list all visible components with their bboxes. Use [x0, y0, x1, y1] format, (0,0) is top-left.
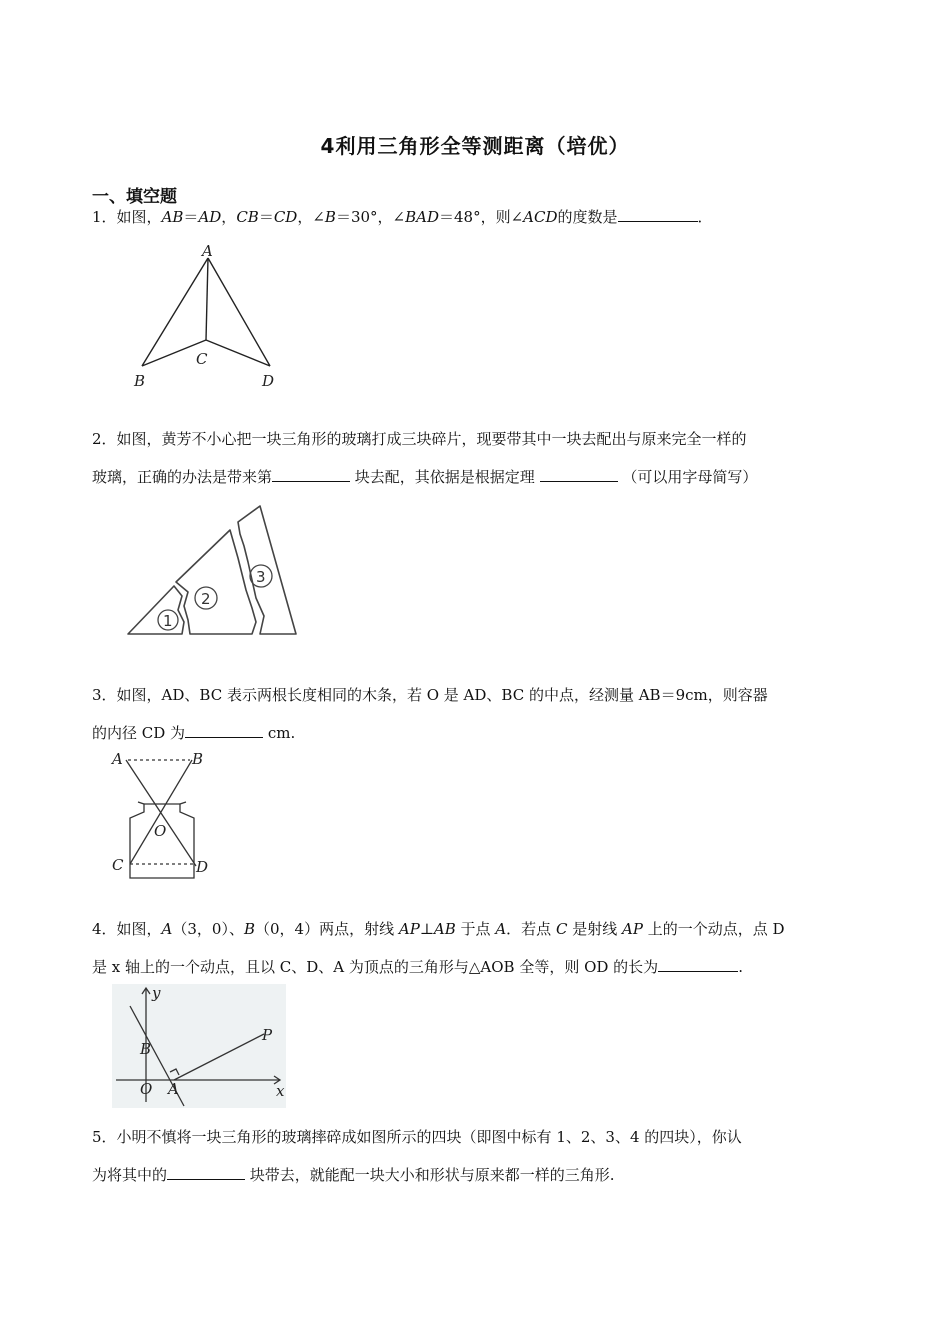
q1-cb: CB: [236, 208, 259, 226]
q3-label-o: O: [154, 822, 167, 840]
q5-l2a: 为将其中的: [92, 1166, 168, 1184]
q5-answer-blank[interactable]: [167, 1165, 245, 1180]
q3-l2a: 的内径 CD 为: [92, 724, 186, 742]
q4-label-y: y: [152, 984, 161, 1002]
q3-figure: [108, 748, 218, 888]
q2-piece-2-label: 2: [201, 590, 211, 608]
q4-label-p: P: [262, 1026, 273, 1044]
q1-eq1: ＝: [183, 208, 199, 226]
q1-eq2: ＝: [258, 208, 274, 226]
q2-theorem-blank[interactable]: [540, 467, 618, 482]
q4-l1d: 于点: [455, 920, 496, 938]
q2-piece-3-label: 3: [256, 568, 266, 586]
q4-perp: ⊥: [419, 920, 434, 938]
q1-ad: AD: [198, 208, 222, 226]
q1-cd: CD: [273, 208, 298, 226]
q1-sep2: ，∠: [297, 208, 325, 226]
q1-end: ．: [697, 208, 713, 226]
q1-val1: ＝30°，∠: [335, 208, 406, 226]
q1-sep1: ，: [221, 208, 237, 226]
q4-l2a: 是 x 轴上的一个动点，且以 C、D、A 为顶点的三角形与△AOB 全等，则 OD 的长为: [92, 958, 659, 976]
q4-ap2: AP: [621, 920, 643, 938]
q4-c: C: [555, 920, 568, 938]
section-heading: 一、填空题: [92, 187, 177, 207]
q5-line2: [92, 1164, 615, 1185]
q4-label-x: x: [276, 1082, 285, 1100]
q1-ab: AB: [161, 208, 184, 226]
q1-answer-blank[interactable]: [618, 207, 698, 222]
page-title: 4利用三角形全等测距离（培优）: [320, 134, 630, 158]
q2-l2c: （可以用字母简写）: [617, 468, 758, 486]
q4-ap: AP: [398, 920, 420, 938]
q1-figure: [130, 240, 290, 395]
q4-label-a: A: [168, 1080, 179, 1098]
q4-answer-blank[interactable]: [658, 957, 738, 972]
q4-label-b: B: [140, 1040, 152, 1058]
q4-line2: [92, 956, 743, 977]
q1-tail: 的度数是: [557, 208, 618, 226]
q4-a: A: [161, 920, 173, 938]
q1-label-a: A: [202, 242, 213, 260]
q3-label-d: D: [196, 858, 209, 876]
q2-piece-1-label: 1: [163, 612, 173, 630]
q1-t1: 如图，: [116, 208, 162, 226]
q1-val2: ＝48°，则∠: [439, 208, 524, 226]
q2-piece-blank[interactable]: [272, 467, 350, 482]
q4-label-o: O: [140, 1080, 153, 1098]
q4-line1: [92, 918, 785, 939]
q5-l2b: 块带去，就能配一块大小和形状与原来都一样的三角形.: [245, 1166, 615, 1184]
q3-l2b: cm.: [263, 724, 296, 742]
q1-label-b: B: [134, 372, 146, 390]
q4-l1b: （3，0）、: [172, 920, 244, 938]
q3-line2: [92, 722, 295, 743]
q2-l2b: 块去配，其依据是根据定理: [350, 468, 540, 486]
q2-l2a: 玻璃，正确的办法是带来第: [92, 468, 273, 486]
q4-figure: [112, 984, 286, 1108]
q3-label-a: A: [112, 750, 123, 768]
q4-b: B: [243, 920, 256, 938]
q1-b: B: [324, 208, 336, 226]
q1-label-d: D: [262, 372, 275, 390]
q4-l1g: 上的一个动点，点 D: [642, 920, 785, 938]
q3-line1: 3．如图，AD、BC 表示两根长度相同的木条，若 O 是 AD、BC 的中点，经测量 AB＝9cm，则容器: [92, 686, 768, 704]
q4-a2: A: [495, 920, 507, 938]
q2-figure: [120, 500, 310, 645]
q1-number: 1．: [92, 208, 117, 226]
q5-line1: 5．小明不慎将一块三角形的玻璃摔碎成如图所示的四块（即图中标有 1、2、3、4 的四块），你认: [92, 1128, 742, 1146]
q4-l2b: .: [738, 958, 743, 976]
q4-l1f: 是射线: [567, 920, 622, 938]
q4-l1e: ．若点: [506, 920, 556, 938]
q4-l1a: 4．如图，: [92, 920, 162, 938]
q3-answer-blank[interactable]: [185, 723, 263, 738]
q1-text: [92, 206, 713, 227]
q1-label-c: C: [196, 350, 208, 368]
q4-ab: AB: [433, 920, 456, 938]
q2-line1: 2．如图，黄芳不小心把一块三角形的玻璃打成三块碎片，现要带其中一块去配出与原来完全一样的: [92, 430, 747, 448]
q2-line2: [92, 466, 757, 487]
q3-label-c: C: [112, 856, 124, 874]
q1-bad: BAD: [405, 208, 439, 226]
q3-label-b: B: [192, 750, 204, 768]
q1-acd: ACD: [523, 208, 558, 226]
q4-l1c: （0，4）两点，射线: [255, 920, 399, 938]
